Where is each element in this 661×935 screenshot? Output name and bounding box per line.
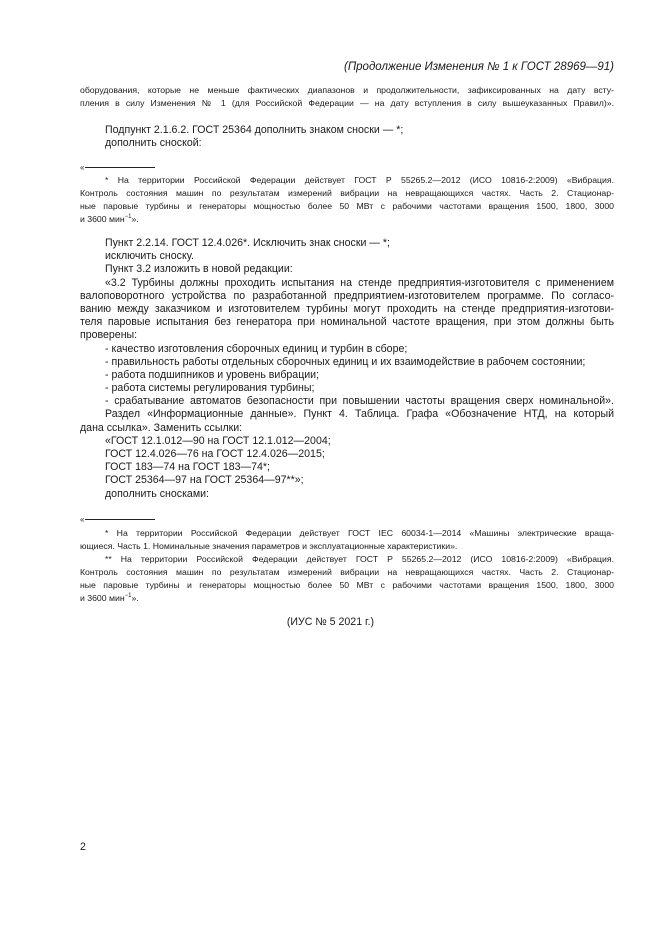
text-line-content: ГОСТ 183—74 на ГОСТ 183—74*; xyxy=(105,461,270,474)
text-line-content: теля паровые испытания без генератора при номинальной частоте вращения, при этом должны быть xyxy=(80,316,614,329)
text-line xyxy=(80,395,614,408)
divider-quote: « xyxy=(80,515,85,524)
text-line xyxy=(80,97,614,110)
text-line-content: * На территории Российской Федерации действует ГОСТ Р 55265.2—2012 (ИСО 10816-2:2009) «Вибрация. xyxy=(105,175,614,185)
text-line xyxy=(80,435,614,448)
text-line-content: «ГОСТ 12.1.012—90 на ГОСТ 12.1.012—2004; xyxy=(105,434,331,447)
text-line xyxy=(80,137,614,150)
text-line xyxy=(80,592,614,605)
ius-reference: (ИУС № 5 2021 г.) xyxy=(286,616,375,628)
text-line-content: пления в силу Изменения № 1 (для Российской Федерации — на дату вступления в силу вышеуказанных Правил)». xyxy=(80,98,614,108)
superscript: −1 xyxy=(124,593,132,599)
text-line-content: - срабатывание автоматов безопасности при повышении частоты вращения сверх номинальной». xyxy=(105,395,614,408)
text-line xyxy=(80,579,614,592)
footnote-divider-2 xyxy=(80,515,155,524)
page-number: 2 xyxy=(80,841,86,853)
text-line xyxy=(80,213,614,226)
text-line xyxy=(80,553,614,566)
text-line-content: Пункт 3.2 изложить в новой редакции: xyxy=(105,263,293,276)
text-line xyxy=(80,187,614,200)
section-amendments xyxy=(80,237,614,501)
text-line-content: - качество изготовления сборочных единиц и турбин в сборе; xyxy=(105,342,408,355)
text-line xyxy=(80,527,614,540)
text-line xyxy=(80,303,614,316)
text-line-content: «3.2 Турбины должны проходить испытания на стенде предприятия-изготовителя с применением xyxy=(105,276,614,289)
text-line-content: ** На территории Российской Федерации действует ГОСТ Р 55265.2—2012 (ИСО 10816-2:2009) «Вибрация. xyxy=(105,554,614,564)
text-line xyxy=(80,277,614,290)
text-line-content: ГОСТ 25364—97 на ГОСТ 25364—97**»; xyxy=(105,474,304,487)
footnote-divider xyxy=(80,163,155,172)
text-line xyxy=(80,329,614,342)
divider-quote: « xyxy=(80,163,85,172)
text-line xyxy=(80,250,614,263)
text-line xyxy=(80,84,614,97)
text-line xyxy=(80,263,614,276)
text-line xyxy=(80,124,614,137)
text-line xyxy=(80,174,614,187)
running-header: (Продолжение Изменения № 1 к ГОСТ 28969—91) xyxy=(344,61,614,73)
section-subclause-2-1-6-2 xyxy=(80,124,614,150)
text-line xyxy=(80,408,614,421)
text-line-content: ные паровые турбины и генераторы мощностью более 50 МВт с рабочими частотами вращения 1500, 1800, 3000 xyxy=(80,201,614,211)
text-line xyxy=(80,448,614,461)
text-line-content: * На территории Российской Федерации действует ГОСТ IEC 60034-1—2014 «Машины электрические враща- xyxy=(105,528,614,538)
text-line-content: и 3600 мин xyxy=(80,214,125,224)
text-line xyxy=(80,369,614,382)
text-line-content: ГОСТ 12.4.026—76 на ГОСТ 12.4.026—2015; xyxy=(105,448,325,460)
text-line xyxy=(80,422,614,435)
text-line-content: Подпункт 2.1.6.2. ГОСТ 25364 дополнить знаком сноски — *; xyxy=(105,124,404,136)
text-line-content: Пункт 2.2.14. ГОСТ 12.4.026*. Исключить знак сноски — *; xyxy=(105,237,390,249)
text-line xyxy=(80,237,614,250)
text-line-content: - работа подшипников и уровень вибрации; xyxy=(105,368,320,381)
text-line-content: ные паровые турбины и генераторы мощностью более 50 МВт с рабочими частотами вращения 1500, 1800, 3000 xyxy=(80,580,614,590)
text-line xyxy=(80,461,614,474)
text-line-content: - работа системы регулирования турбины; xyxy=(105,382,315,395)
text-line-content: проверены: xyxy=(80,329,138,342)
text-line-content: оборудования, которые не меньше фактических диапазонов и продолжительности, зафиксированных на дату всту- xyxy=(80,85,614,95)
text-line-content: дана ссылка». Заменить ссылки: xyxy=(80,421,243,434)
text-line xyxy=(80,200,614,213)
text-line-content: исключить сноску. xyxy=(105,250,194,263)
text-line-tail: ». xyxy=(131,593,139,603)
text-line-content: Контроль состояния машин по результатам измерений вибрации на невращающихся частях. Часть 2. Стационар- xyxy=(80,188,614,198)
text-line-content: Контроль состояния машин по результатам измерений вибрации на невращающихся частях. Часть 2. Стационар- xyxy=(80,567,614,577)
footnote-block-1 xyxy=(80,174,614,226)
text-line xyxy=(80,290,614,303)
text-line xyxy=(80,540,614,553)
text-line-content: ющиеся. Часть 1. Номинальные значения параметров и эксплуатационные характеристики». xyxy=(80,541,458,551)
text-line xyxy=(80,356,614,369)
footnote-block-2 xyxy=(80,527,614,605)
text-line-content: дополнить сноской: xyxy=(105,137,202,150)
text-line-content: - правильность работы отдельных сборочных единиц и их взаимодействие в рабочем состоянии; xyxy=(105,355,586,368)
text-line xyxy=(80,566,614,579)
text-line xyxy=(80,488,614,501)
text-line xyxy=(80,343,614,356)
text-line xyxy=(80,316,614,329)
text-line-content: и 3600 мин xyxy=(80,593,125,603)
intro-paragraph xyxy=(80,84,614,110)
text-line xyxy=(80,474,614,487)
text-line-content: Раздел «Информационные данные». Пункт 4. Таблица. Графа «Обозначение НТД, на который xyxy=(105,408,614,421)
superscript: −1 xyxy=(124,214,132,220)
text-line xyxy=(80,382,614,395)
text-line-content: валоповоротного устройства по разработанной предприятием-изготовителем программе. По согласо- xyxy=(80,289,614,302)
text-line-content: ванию между заказчиком и изготовителем турбины могут проходить на стенде предприятия-изготови- xyxy=(80,302,614,315)
text-line-content: дополнить сносками: xyxy=(105,487,209,500)
text-line-tail: ». xyxy=(131,214,139,224)
